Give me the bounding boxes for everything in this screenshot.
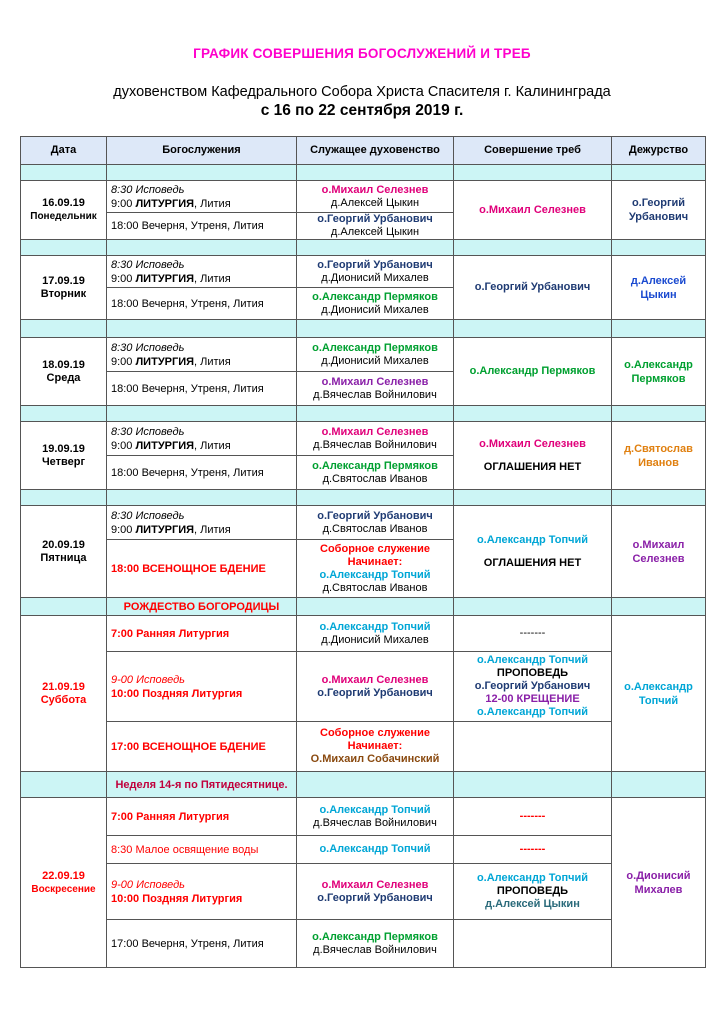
- service-cell: 18:00 Вечерня, Утреня, Лития: [107, 456, 297, 490]
- service-line: 8:30 Исповедь: [111, 183, 185, 196]
- rites-cell: -------: [454, 836, 612, 864]
- rites-line: о.Александр Топчий: [476, 533, 589, 546]
- clergy-name: о.Михаил Селезнев: [321, 425, 429, 438]
- duty-line: о.Михаил: [632, 538, 685, 551]
- date: 18.09.19: [42, 358, 85, 371]
- service-cell: [107, 864, 297, 920]
- service-rest: , Лития: [194, 272, 231, 285]
- clergy-name: д.Дионисий Михалев: [321, 303, 429, 316]
- duty-cell: [612, 616, 706, 772]
- service-rest: , Лития: [194, 197, 231, 210]
- clergy-name: о.Александр Пермяков: [312, 341, 438, 354]
- clergy-name: о.Александр Пермяков: [312, 459, 438, 472]
- date: 21.09.19: [42, 680, 85, 693]
- service-cell: [107, 506, 297, 540]
- clergy-name: д.Вячеслав Войнилович: [313, 943, 437, 956]
- rites-cell: о.Александр Пермяков: [454, 338, 612, 406]
- service-cell: [107, 422, 297, 456]
- clergy-name: О.Михаил Собачинский: [310, 753, 440, 765]
- rites-line: о.Александр Топчий: [476, 706, 589, 718]
- clergy-name: Начинает:: [347, 740, 403, 752]
- service-time: 9:00: [111, 197, 136, 210]
- feast-label: РОЖДЕСТВО БОГОРОДИЦЫ: [107, 598, 297, 616]
- rites-cell: -------: [454, 616, 612, 652]
- clergy-name: о.Георгий Урбанович: [317, 686, 433, 699]
- service-time: 9:00: [111, 439, 136, 452]
- service-line: [111, 197, 294, 211]
- clergy-name: о.Михаил Селезнев: [321, 673, 429, 686]
- separator-row: [21, 490, 706, 506]
- date-cell: [21, 616, 107, 772]
- duty-cell: [612, 798, 706, 968]
- table-row: [21, 506, 706, 540]
- duty-line: о.Георгий: [631, 197, 686, 209]
- clergy-name: д.Вячеслав Войнилович: [313, 388, 437, 401]
- service-time: 7:00: [111, 627, 137, 640]
- service-line: [111, 272, 294, 286]
- clergy-cell: [297, 288, 454, 320]
- table-row: [21, 256, 706, 288]
- rites-line: ПРОПОВЕДЬ: [496, 667, 569, 679]
- service-cell: 18:00 Вечерня, Утреня, Лития: [107, 213, 297, 240]
- table-row: [21, 920, 706, 968]
- separator-row: [21, 165, 706, 181]
- weekday: Вторник: [40, 287, 87, 300]
- rites-line: о.Александр Топчий: [476, 872, 589, 884]
- duty-line: Селезнев: [632, 552, 685, 565]
- table-row: [21, 722, 706, 772]
- weekday: Пятница: [40, 551, 87, 564]
- rites-cell: [454, 422, 612, 490]
- rites-cell: [454, 506, 612, 598]
- service-line: [111, 355, 294, 369]
- duty-cell: [612, 338, 706, 406]
- date: 22.09.19: [42, 869, 85, 882]
- rites-cell: [454, 920, 612, 968]
- clergy-name: д.Святослав Иванов: [322, 522, 428, 535]
- duty-line: о.Дионисий: [626, 869, 691, 882]
- date: 19.09.19: [42, 442, 85, 455]
- clergy-cell: [297, 920, 454, 968]
- service-name: Поздняя Литургия: [142, 687, 243, 700]
- clergy-cell: [297, 256, 454, 288]
- col-header-duty: Дежурство: [612, 137, 706, 165]
- rites-cell: [454, 722, 612, 772]
- duty-cell: [612, 256, 706, 320]
- clergy-name: о.Георгий Урбанович: [317, 891, 433, 904]
- duty-line: Пермяков: [631, 372, 686, 385]
- clergy-name: д.Святослав Иванов: [322, 581, 428, 594]
- service-name: ЛИТУРГИЯ: [135, 272, 195, 285]
- clergy-cell: [297, 506, 454, 540]
- service-line: [111, 892, 294, 906]
- table-row: [21, 422, 706, 456]
- clergy-cell: [297, 338, 454, 372]
- rites-cell: о.Георгий Урбанович: [454, 256, 612, 320]
- weekday: Воскресение: [31, 883, 96, 895]
- duty-cell: [612, 422, 706, 490]
- service-name: ЛИТУРГИЯ: [135, 197, 195, 210]
- feast-label: Неделя 14-я по Пятидесятнице.: [107, 772, 297, 798]
- service-cell: [107, 616, 297, 652]
- service-line: 8:30 Исповедь: [111, 258, 185, 271]
- service-name: ЛИТУРГИЯ: [135, 355, 195, 368]
- service-line: [111, 523, 294, 537]
- table-row: [21, 652, 706, 722]
- col-header-rites: Совершение треб: [454, 137, 612, 165]
- date-cell: [21, 506, 107, 598]
- date-cell: [21, 256, 107, 320]
- duty-line: д.Святослав: [624, 442, 693, 455]
- service-line: [111, 439, 294, 453]
- rites-line: д.Алексей Цыкин: [485, 898, 580, 910]
- duty-line: Топчий: [638, 694, 679, 707]
- feast-row: [21, 598, 706, 616]
- page-subtitle: духовенством Кафедрального Собора Христа Спасителя г. Калининграда: [113, 84, 611, 100]
- service-time: 9:00: [111, 272, 136, 285]
- date: 17.09.19: [42, 274, 85, 287]
- table-row: [21, 338, 706, 372]
- rites-line: о.Александр Топчий: [476, 654, 589, 666]
- date-cell: [21, 181, 107, 240]
- service-line: 9-00 Исповедь: [111, 878, 185, 891]
- rites-line: о.Михаил Селезнев: [479, 437, 586, 450]
- service-cell: [107, 798, 297, 836]
- service-line: [111, 687, 294, 701]
- clergy-cell: [297, 213, 454, 240]
- service-cell: [107, 256, 297, 288]
- duty-line: д.Алексей: [630, 274, 687, 287]
- date-cell: [21, 798, 107, 968]
- service-line: 8:30 Исповедь: [111, 509, 185, 522]
- clergy-cell: [297, 540, 454, 598]
- clergy-cell: [297, 864, 454, 920]
- service-cell: 18:00 Вечерня, Утреня, Лития: [107, 372, 297, 406]
- clergy-cell: [297, 181, 454, 213]
- service-rest: , Лития: [194, 439, 231, 452]
- clergy-cell: [297, 722, 454, 772]
- service-name: Поздняя Литургия: [142, 892, 243, 905]
- duty-line: Иванов: [638, 456, 679, 469]
- rites-line: о.Георгий Урбанович: [474, 680, 591, 692]
- clergy-name: о.Александр Пермяков: [312, 290, 438, 303]
- table-header-row: [21, 137, 706, 165]
- clergy-name: о.Михаил Селезнев: [321, 375, 429, 388]
- table-row: [21, 616, 706, 652]
- rites-line: ОГЛАШЕНИЯ НЕТ: [483, 460, 582, 473]
- rites-line: ПРОПОВЕДЬ: [496, 885, 569, 897]
- clergy-name: о.Михаил Селезнев: [321, 878, 429, 891]
- date: 16.09.19: [42, 197, 85, 209]
- duty-cell: [612, 181, 706, 240]
- clergy-cell: [297, 456, 454, 490]
- duty-cell: [612, 506, 706, 598]
- clergy-name: о.Александр Топчий: [319, 620, 431, 633]
- col-header-services: Богослужения: [107, 137, 297, 165]
- service-time: 9:00: [111, 523, 136, 536]
- clergy-name: д.Дионисий Михалев: [321, 271, 429, 284]
- clergy-name: о.Георгий Урбанович: [317, 258, 433, 271]
- service-line: 9-00 Исповедь: [111, 673, 185, 686]
- service-time: 10:00: [111, 892, 143, 905]
- clergy-name: д.Алексей Цыкин: [330, 196, 420, 209]
- clergy-name: д.Дионисий Михалев: [321, 633, 429, 646]
- clergy-cell: [297, 422, 454, 456]
- service-cell: 18:00 Вечерня, Утреня, Лития: [107, 288, 297, 320]
- date-range: с 16 по 22 сентября 2019 г.: [260, 102, 464, 119]
- table-row: [21, 864, 706, 920]
- service-time: 10:00: [111, 687, 143, 700]
- separator-row: [21, 240, 706, 256]
- duty-line: о.Александр: [624, 358, 693, 371]
- service-time: 9:00: [111, 355, 136, 368]
- service-cell: 8:30 Малое освящение воды: [107, 836, 297, 864]
- weekday: Среда: [46, 371, 81, 384]
- clergy-name: д.Вячеслав Войнилович: [313, 816, 437, 829]
- service-line: 8:30 Исповедь: [111, 341, 185, 354]
- weekday: Суббота: [40, 693, 87, 706]
- service-rest: , Лития: [194, 355, 231, 368]
- date: 20.09.19: [42, 538, 85, 551]
- rites-cell: [454, 652, 612, 722]
- separator-row: [21, 320, 706, 338]
- separator-row: [21, 406, 706, 422]
- service-cell: [107, 181, 297, 213]
- clergy-cell: о.Александр Топчий: [297, 836, 454, 864]
- clergy-name: Соборное служение: [320, 727, 430, 739]
- clergy-cell: [297, 798, 454, 836]
- clergy-name: д.Дионисий Михалев: [321, 354, 429, 367]
- feast-row: [21, 772, 706, 798]
- service-name: Ранняя Литургия: [136, 810, 230, 823]
- clergy-name: Начинает:: [347, 555, 403, 568]
- rites-line: 12-00 КРЕЩЕНИЕ: [485, 693, 580, 705]
- table-row: [21, 181, 706, 213]
- duty-line: о.Александр: [624, 680, 693, 693]
- clergy-cell: [297, 616, 454, 652]
- service-cell: 18:00 ВСЕНОЩНОЕ БДЕНИЕ: [107, 540, 297, 598]
- table-row: [21, 798, 706, 836]
- clergy-name: д.Святослав Иванов: [322, 472, 428, 485]
- col-header-clergy: Служащее духовенство: [297, 137, 454, 165]
- clergy-name: о.Георгий Урбанович: [317, 213, 433, 225]
- date-cell: [21, 338, 107, 406]
- rites-cell: о.Михаил Селезнев: [454, 181, 612, 240]
- service-cell: [107, 338, 297, 372]
- rites-cell: -------: [454, 798, 612, 836]
- page-title: ГРАФИК СОВЕРШЕНИЯ БОГОСЛУЖЕНИЙ И ТРЕБ: [193, 46, 531, 61]
- clergy-cell: [297, 372, 454, 406]
- clergy-name: Соборное служение: [320, 542, 430, 555]
- duty-line: Урбанович: [628, 211, 689, 223]
- service-rest: , Лития: [194, 523, 231, 536]
- service-name: ЛИТУРГИЯ: [135, 523, 195, 536]
- service-cell: 17:00 Вечерня, Утреня, Лития: [107, 920, 297, 968]
- clergy-name: о.Михаил Селезнев: [321, 183, 429, 196]
- clergy-name: д.Вячеслав Войнилович: [313, 438, 437, 451]
- col-header-date: Дата: [21, 137, 107, 165]
- clergy-name: о.Александр Пермяков: [312, 930, 438, 943]
- rites-cell: [454, 864, 612, 920]
- weekday: Четверг: [41, 455, 86, 468]
- schedule-table: [20, 136, 706, 968]
- service-cell: [107, 652, 297, 722]
- service-time: 7:00: [111, 810, 137, 823]
- clergy-name: о.Александр Топчий: [319, 568, 431, 581]
- table-row: [21, 836, 706, 864]
- service-line: 8:30 Исповедь: [111, 425, 185, 438]
- clergy-name: о.Георгий Урбанович: [317, 509, 433, 522]
- service-cell: 17:00 ВСЕНОЩНОЕ БДЕНИЕ: [107, 722, 297, 772]
- service-name: Ранняя Литургия: [136, 627, 230, 640]
- date-cell: [21, 422, 107, 490]
- clergy-name: д.Алексей Цыкин: [330, 226, 420, 238]
- service-name: ЛИТУРГИЯ: [135, 439, 195, 452]
- weekday: Понедельник: [30, 211, 97, 222]
- duty-line: Цыкин: [640, 288, 677, 301]
- clergy-name: о.Александр Топчий: [319, 803, 431, 816]
- duty-line: Михалев: [634, 883, 683, 896]
- clergy-cell: [297, 652, 454, 722]
- rites-line: ОГЛАШЕНИЯ НЕТ: [483, 556, 582, 569]
